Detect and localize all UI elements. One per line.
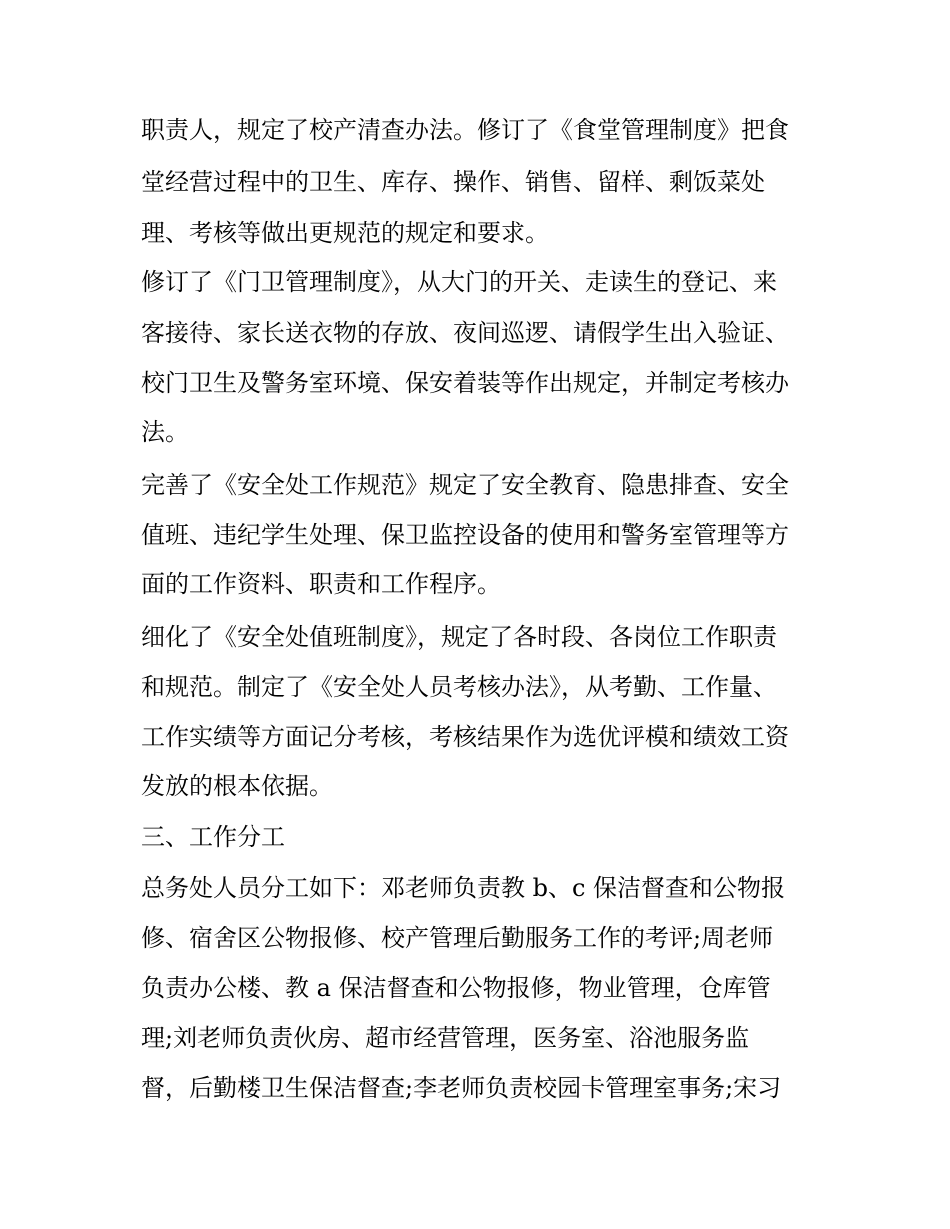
text-line: 理、考核等做出更规范的规定和要求。 [141,219,549,247]
text-line: 负责办公楼、教 a 保洁督查和公物报修，物业管理，仓库管 [141,974,771,1002]
text-line: 督，后勤楼卫生保洁督查;李老师负责校园卡管理室事务;宋习 [141,1074,782,1102]
text-line: 细化了《安全处值班制度》，规定了各时段、各岗位工作职责 [141,623,777,651]
text-line: 和规范。制定了《安全处人员考核办法》，从考勤、工作量、 [141,673,777,701]
text-line: 职责人，规定了校产清查办法。修订了《食堂管理制度》把食 [141,116,789,144]
text-line: 修订了《门卫管理制度》，从大门的开关、走读生的登记、来 [141,268,777,296]
section-heading: 三、工作分工 [141,823,285,851]
text-line: 发放的根本依据。 [141,772,333,800]
text-line: 法。 [141,418,189,446]
text-line: 工作实绩等方面记分考核，考核结果作为选优评模和绩效工资 [141,723,789,751]
text-line: 修、宿舍区公物报修、校产管理后勤服务工作的考评;周老师 [141,924,774,952]
text-line: 面的工作资料、职责和工作程序。 [141,570,501,598]
text-line: 完善了《安全处工作规范》规定了安全教育、隐患排查、安全 [141,471,789,499]
text-line: 校门卫生及警务室环境、保安着装等作出规定，并制定考核办 [141,369,789,397]
text-line: 堂经营过程中的卫生、库存、操作、销售、留样、剩饭菜处 [141,168,765,196]
text-line: 总务处人员分工如下：邓老师负责教 b、c 保洁督查和公物报 [141,874,786,902]
text-line: 理;刘老师负责伙房、超市经营管理，医务室、浴池服务监 [141,1024,750,1052]
text-line: 客接待、家长送衣物的存放、夜间巡逻、请假学生出入验证、 [141,319,789,347]
text-line: 值班、违纪学生处理、保卫监控设备的使用和警务室管理等方 [141,521,789,549]
